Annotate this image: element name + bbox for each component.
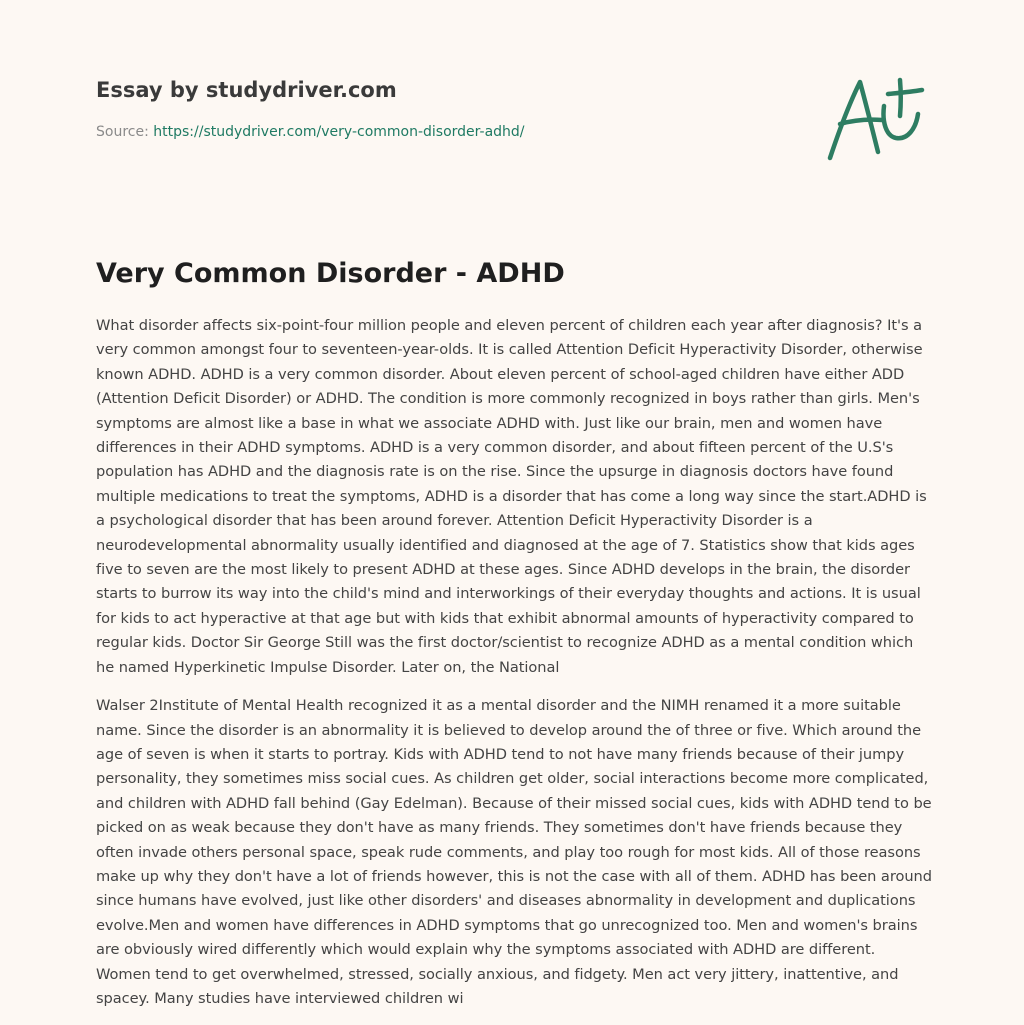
page-header (96, 74, 796, 142)
site-brand: Essay by studydriver.com (96, 78, 397, 102)
essay-paragraph-2: Walser 2Institute of Mental Health recognized it as a mental disorder and the NIMH renamed it a more suitable name. Since the disorder is an abnormality it is believed to develop around the of three or five. Which around the age of seven is when it starts to portray. Kids with ADHD tend to not have many friends because of their jumpy personality, they sometimes miss social cues. As children get older, social interactions become more complicated, and children with ADHD fall behind (Gay Edelman). Because of their missed social cues, kids with ADHD tend to be picked on as weak because they don't have as many friends. They sometimes don't have friends because they often invade others personal space, speak rude comments, and play too rough for most kids. All of those reasons make up why they don't have a lot of friends however, this is not the case with all of them. ADHD has been around since humans have evolved, just like other disorders' and diseases abnormality in development and duplications evolve.Men and women have differences in ADHD symptoms that go unrecognized too. Men and women's brains are obviously wired differently which would explain why the symptoms associated with ADHD are different. Women tend to get overwhelmed, stressed, socially anxious, and fidgety. Men act very jittery, inattentive, and spacey. Many studies have interviewed children wi (96, 697, 932, 1007)
essay-paragraph-1: What disorder affects six-point-four million people and eleven percent of children each year after diagnosis? It's a very common amongst four to seventeen-year-olds. It is called Attention Deficit Hyperactivity Disorder, otherwise known ADHD. ADHD is a very common disorder. About eleven percent of school-aged children have either ADD (Attention Deficit Disorder) or ADHD. The condition is more commonly recognized in boys rather than girls. Men's symptoms are almost like a base in what we associate ADHD with. Just like our brain, men and women have differences in their ADHD symptoms. ADHD is a very common disorder, and about fifteen percent of the U.S's population has ADHD and the diagnosis rate is on the rise. Since the upsurge in diagnosis doctors have found multiple medications to treat the symptoms, ADHD is a disorder that has come a long way since the start.ADHD is a psychological disorder that has been around forever. Attention Deficit Hyperactivity Disorder is a neurodevelopmental abnormality usually identified and diagnosed at the age of 7. Statistics show that kids ages five to seven are the most likely to present ADHD at these ages. Since ADHD develops in the brain, the disorder starts to burrow its way into the child's mind and interworkings of their everyday thoughts and actions. It is usual for kids to act hyperactive at that age but with kids that exhibit abnormal amounts of hyperactivity compared to regular kids. Doctor Sir George Still was the first doctor/scientist to recognize ADHD as a mental condition which he named Hyperkinetic Impulse Disorder. Later on, the National (96, 317, 927, 676)
source-line (96, 122, 796, 142)
essay-title: Very Common Disorder - ADHD (96, 258, 565, 289)
essay-body (96, 314, 932, 1025)
source-label: Source: (96, 124, 154, 140)
source-link[interactable]: https://studydriver.com/very-common-disorder-adhd/ (153, 124, 525, 140)
a-plus-grade-icon (822, 66, 932, 166)
